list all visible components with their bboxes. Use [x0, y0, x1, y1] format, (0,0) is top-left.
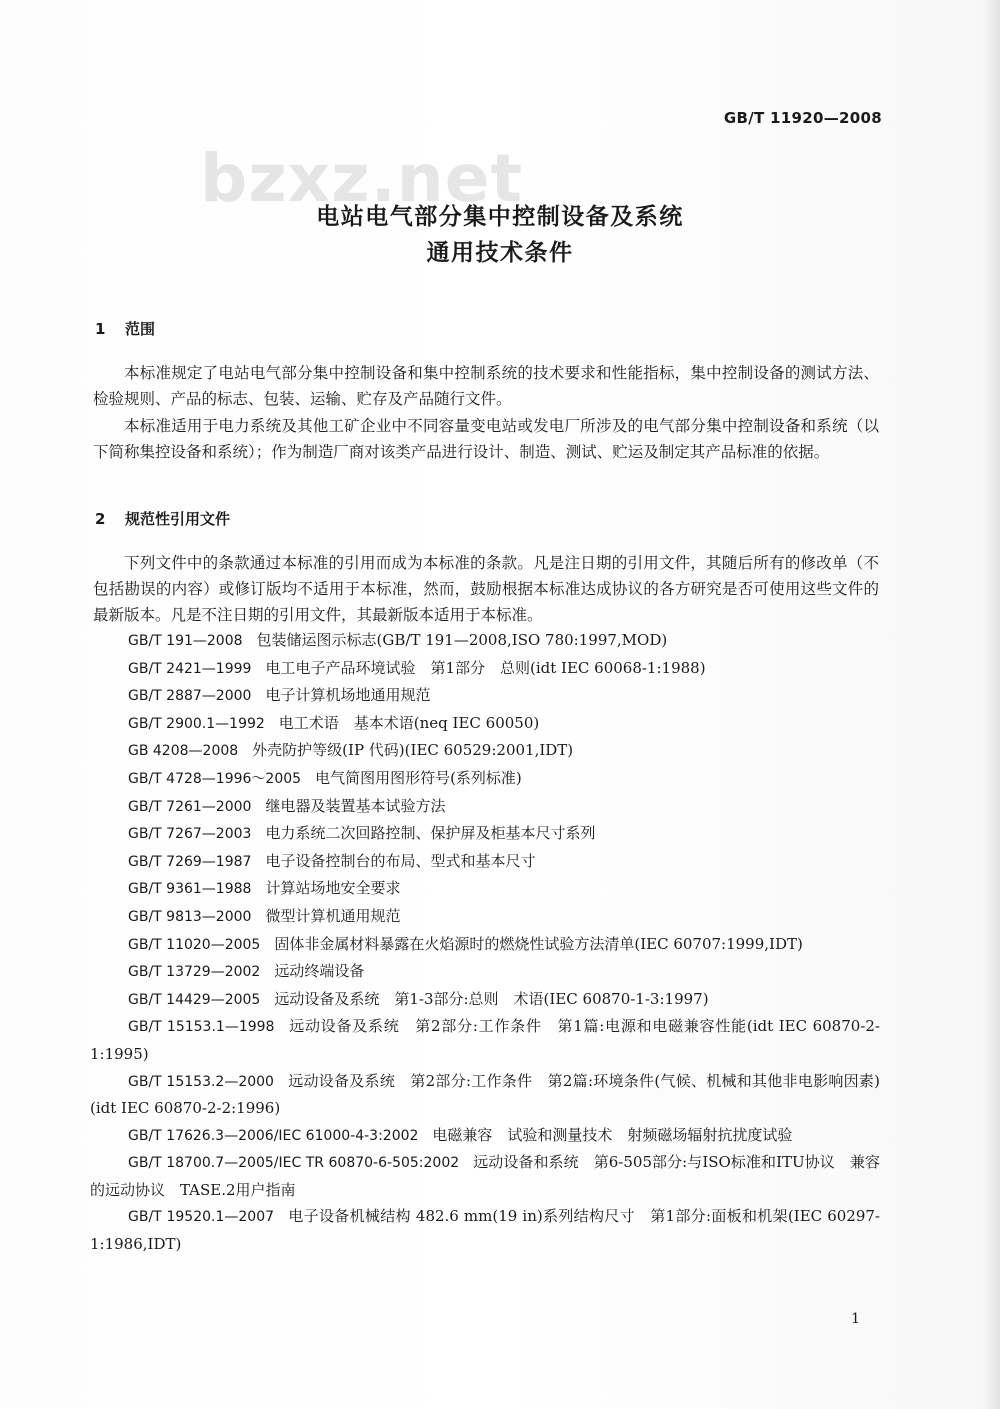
reference-item — [90, 793, 880, 821]
reference-code: GB 4208—2008 — [128, 743, 239, 760]
reference-item — [90, 1122, 880, 1150]
reference-code: GB/T 15153.1—1998 — [128, 1019, 275, 1036]
reference-code: GB/T 2900.1—1992 — [128, 715, 265, 732]
reference-item — [90, 931, 880, 959]
reference-code: GB/T 7261—2000 — [128, 798, 252, 815]
reference-title: 电工术语 基本术语(neq IEC 60050) — [278, 713, 540, 732]
section-1-paragraph-1: 本标准规定了电站电气部分集中控制设备和集中控制系统的技术要求和性能指标，集中控制设备的测试方法、检验规则、产品的标志、包装、运输、贮存及产品随行文件。 — [93, 364, 879, 408]
reference-title: 远动终端设备 — [274, 962, 365, 981]
reference-code: GB/T 7267—2003 — [128, 826, 252, 843]
section-1-title: 范围 — [125, 320, 156, 338]
reference-title: 电力系统二次回路控制、保护屏及柜基本尺寸系列 — [265, 824, 596, 843]
reference-item — [90, 958, 880, 986]
reference-code: GB/T 18700.7—2005/IEC TR 60870-6-505:2002 — [128, 1155, 460, 1172]
reference-code: GB/T 17626.3—2006/IEC 61000-4-3:2002 — [128, 1127, 419, 1144]
reference-code: GB/T 191—2008 — [128, 633, 243, 649]
reference-title: 计算站场地安全要求 — [265, 879, 401, 898]
reference-code: GB/T 11020—2005 — [128, 936, 261, 953]
reference-item — [90, 903, 880, 931]
reference-item — [90, 848, 880, 876]
section-2-number: 2 — [95, 510, 106, 528]
reference-code: GB/T 4728—1996～2005 — [128, 770, 302, 787]
reference-item — [90, 1203, 880, 1257]
reference-title: 微型计算机通用规范 — [265, 906, 401, 925]
reference-title: 电子设备机械结构 482.6 mm(19 in)系列结构尺寸 第1部分:面板和机架(IEC 60297-1:1986,IDT) — [90, 1207, 880, 1254]
watermark: bzxz.net — [200, 140, 524, 217]
reference-code: GB/T 9361—1988 — [128, 881, 252, 898]
reference-code: GB/T 2887—2000 — [128, 688, 252, 705]
reference-item — [90, 710, 880, 738]
reference-item — [90, 1013, 880, 1067]
reference-item — [90, 1149, 880, 1203]
reference-title: 外壳防护等级(IP 代码)(IEC 60529:2001,IDT) — [252, 741, 574, 760]
reference-title: 固体非金属材料暴露在火焰源时的燃烧性试验方法清单(IEC 60707:1999,IDT) — [274, 934, 803, 953]
reference-title: 远动设备及系统 第2部分:工作条件 第1篇:电源和电磁兼容性能(idt IEC 60870-2-1:1995) — [90, 1017, 880, 1063]
reference-item — [90, 1068, 880, 1122]
reference-title: 电气简图用图形符号(系列标准) — [315, 768, 522, 787]
reference-title: 电工电子产品环境试验 第1部分 总则(idt IEC 60068-1:1988) — [265, 658, 706, 677]
standard-number: GB/T 11920—2008 — [723, 109, 882, 127]
page-number: 1 — [851, 1311, 860, 1327]
reference-title: 电磁兼容 试验和测量技术 射频磁场辐射抗扰度试验 — [432, 1125, 793, 1144]
reference-item — [90, 627, 880, 655]
reference-item — [90, 682, 880, 710]
reference-title: 远动设备及系统 第1-3部分:总则 术语(IEC 60870-1-3:1997) — [274, 989, 709, 1008]
reference-item — [90, 737, 880, 765]
reference-code: GB/T 9813—2000 — [128, 908, 252, 925]
reference-item — [90, 875, 880, 903]
section-2-heading — [95, 508, 230, 529]
section-2-title: 规范性引用文件 — [125, 510, 231, 528]
section-1-number: 1 — [95, 320, 106, 338]
reference-code: GB/T 19520.1—2007 — [128, 1209, 275, 1226]
reference-item — [90, 655, 880, 683]
reference-code: GB/T 7269—1987 — [128, 853, 252, 870]
reference-title: 继电器及装置基本试验方法 — [265, 796, 446, 815]
reference-item — [90, 986, 880, 1014]
reference-list — [90, 627, 880, 1258]
reference-title: 电子设备控制台的布局、型式和基本尺寸 — [265, 851, 536, 870]
reference-title: 包装储运图示标志(GB/T 191—2008,ISO 780:1997,MOD) — [256, 631, 668, 649]
reference-title: 远动设备及系统 第2部分:工作条件 第2篇:环境条件(气候、机械和其他非电影响因素)(idt IEC 60870-2-2:1996) — [90, 1071, 880, 1118]
reference-item — [90, 820, 880, 848]
reference-code: GB/T 14429—2005 — [128, 991, 261, 1008]
reference-item — [90, 765, 880, 793]
reference-code: GB/T 2421—1999 — [128, 660, 252, 677]
section-2-intro: 下列文件中的条款通过本标准的引用而成为本标准的条款。凡是注日期的引用文件，其随后所有的修改单（不包括勘误的内容）或修订版均不适用于本标准，然而，鼓励根据本标准达成协议的各方研究是否可使用这些文件的最新版本。凡是不注日期的引用文件，其最新版本适用于本标准。 — [93, 554, 879, 624]
reference-code: GB/T 13729—2002 — [128, 964, 261, 981]
section-1-paragraph-2: 本标准适用于电力系统及其他工矿企业中不同容量变电站或发电厂所涉及的电气部分集中控制设备和系统（以下简称集控设备和系统）；作为制造厂商对该类产品进行设计、制造、测试、贮运及制定其产品标准的依据。 — [93, 417, 879, 461]
reference-code: GB/T 15153.2—2000 — [128, 1073, 274, 1090]
reference-title: 电子计算机场地通用规范 — [265, 686, 431, 705]
reference-title: 远动设备和系统 第6-505部分:与ISO标准和ITU协议 兼容的远动协议 TASE.2用户指南 — [90, 1153, 880, 1199]
section-1-heading — [95, 318, 155, 339]
document-title-line1: 电站电气部分集中控制设备及系统 — [316, 204, 684, 230]
document-title-line2: 通用技术条件 — [426, 240, 574, 266]
